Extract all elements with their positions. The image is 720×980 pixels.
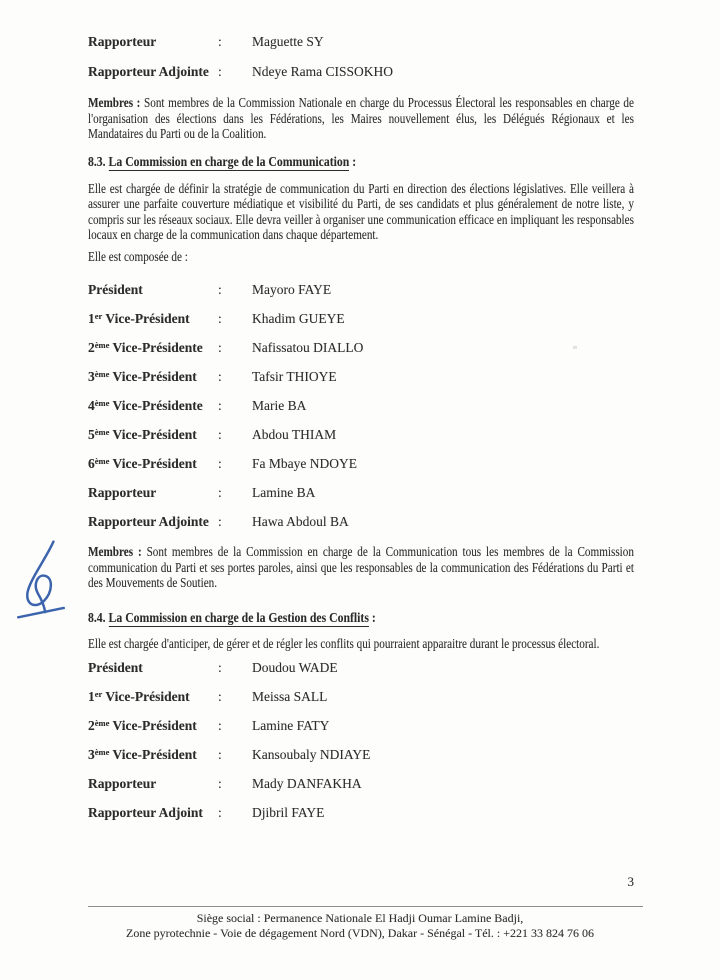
separator-colon: : [218,689,222,704]
roster-row [88,661,634,675]
member-name: Nafissatou DIALLO [252,340,364,355]
footer-line-1: Siège social : Permanence Nationale El Hadji Oumar Lamine Badji, [196,911,524,925]
footer-line-2: Zone pyrotechnie - Voie de dégagement Nord (VDN), Dakar - Sénégal - Tél. : +221 33 824 76 06 [126,926,594,940]
signature-underline-stroke [18,608,64,617]
signature-stroke [27,542,53,612]
separator-colon: : [218,64,222,79]
separator-colon: : [218,660,222,675]
separator-colon: : [218,369,222,384]
separator-colon: : [218,514,222,529]
member-name: Tafsir THIOYE [252,369,337,384]
section-8-3-body: Elle est chargée de définir la stratégie de communication du Parti en direction des élections législatives. Elle veillera à assurer une parfaite couverture médiatique et visibilité du Parti, de ses candidats et plus généralement de notre liste, y compris sur les réseaux sociaux. Elle devra veiller à organiser une communication efficace en impliquant les responsables locaux en charge de la communication dans chaque département. [88,180,634,242]
role-label: Rapporteur Adjoint [88,805,203,820]
member-name: Doudou WADE [252,660,338,675]
membres-processus-paragraph [88,95,634,142]
roster-row [88,486,634,500]
footer [0,911,720,941]
section-title: La Commission en charge de la Communication [108,153,350,169]
section-number: 8.4. [88,609,106,625]
role-label: 2ème Vice-Président [88,717,197,733]
role-label: 6ème Vice-Président [88,455,197,471]
conflits-roster [88,661,634,835]
separator-colon: : [218,34,222,49]
member-name: Lamine BA [252,485,316,500]
separator-colon: : [218,282,222,297]
membres-lead: Membres : [88,544,142,559]
separator-colon: : [218,398,222,413]
membres-text: Sont membres de la Commission en charge de la Communication tous les membres de la Commission communication du Parti et ses portes paroles, ainsi que les responsables de la communication des Fédérations du Parti et des Mouvements de Soutien. [88,544,634,590]
official-row [88,65,634,79]
separator-colon: : [218,747,222,762]
roster-row [88,777,634,791]
heading-colon: : [371,609,376,625]
role-label: Rapporteur [88,776,157,791]
roster-row [88,690,634,704]
membres-text: Sont membres de la Commission Nationale en charge du Processus Électoral les responsables en charge de l'organisation des élections dans les Fédérations, les Maires nouvellement élus, les Délégués Régionaux et les Mandataires du Parti ou de la Coalition. [88,95,634,141]
member-name: Ndeye Rama CISSOKHO [252,64,393,79]
heading-colon: : [352,153,357,169]
membres-lead: Membres : [88,95,141,110]
composition-intro: Elle est composée de : [88,248,188,264]
role-label: 4ème Vice-Présidente [88,397,203,413]
role-label: 3ème Vice-Président [88,368,197,384]
role-label: 3ème Vice-Président [88,746,197,762]
membres-communication-paragraph [88,544,634,591]
section-title: La Commission en charge de la Gestion des Conflits [108,609,369,625]
separator-colon: : [218,485,222,500]
member-name: Fa Mbaye NDOYE [252,456,357,471]
section-8-3-heading [88,154,662,169]
role-label: Président [88,282,143,297]
separator-colon: : [218,456,222,471]
role-label: Rapporteur Adjointe [88,514,209,529]
role-label: Rapporteur [88,34,157,49]
member-name: Mayoro FAYE [252,282,332,297]
section-8-4-body: Elle est chargée d'anticiper, de gérer et de régler les conflits qui pourraient apparaitre durant le processus électoral. [88,635,600,651]
national-commission-officials [88,35,634,95]
separator-colon: : [218,805,222,820]
roster-row [88,515,634,529]
member-name: Abdou THIAM [252,427,337,442]
separator-colon: : [218,311,222,326]
member-name: Khadim GUEYE [252,311,345,326]
member-name: Lamine FATY [252,718,330,733]
member-name: Kansoubaly NDIAYE [252,747,371,762]
communication-roster [88,283,634,544]
roster-row [88,341,634,355]
roster-row [88,428,634,442]
separator-colon: : [218,340,222,355]
member-name: Hawa Abdoul BA [252,514,349,529]
role-label: Rapporteur [88,485,157,500]
roster-row [88,806,634,820]
member-name: Djibril FAYE [252,805,325,820]
roster-row [88,312,634,326]
role-label: Président [88,660,143,675]
footer-divider [88,906,643,907]
scan-artifact [573,346,577,349]
separator-colon: : [218,718,222,733]
roster-row [88,457,634,471]
member-name: Meissa SALL [252,689,328,704]
handwritten-signature-mark [12,538,70,622]
member-name: Maguette SY [252,34,324,49]
official-row [88,35,634,49]
role-label: 1er Vice-Président [88,310,190,326]
roster-row [88,370,634,384]
page-number: 3 [627,874,634,889]
roster-row [88,748,634,762]
role-label: 5ème Vice-Président [88,426,197,442]
role-label: 1er Vice-Président [88,688,190,704]
roster-row [88,719,634,733]
role-label: Rapporteur Adjointe [88,64,209,79]
member-name: Mady DANFAKHA [252,776,362,791]
roster-row [88,399,634,413]
separator-colon: : [218,776,222,791]
member-name: Marie BA [252,398,307,413]
section-number: 8.3. [88,153,106,169]
section-8-4-heading [88,610,662,625]
roster-row [88,283,634,297]
separator-colon: : [218,427,222,442]
role-label: 2ème Vice-Présidente [88,339,203,355]
